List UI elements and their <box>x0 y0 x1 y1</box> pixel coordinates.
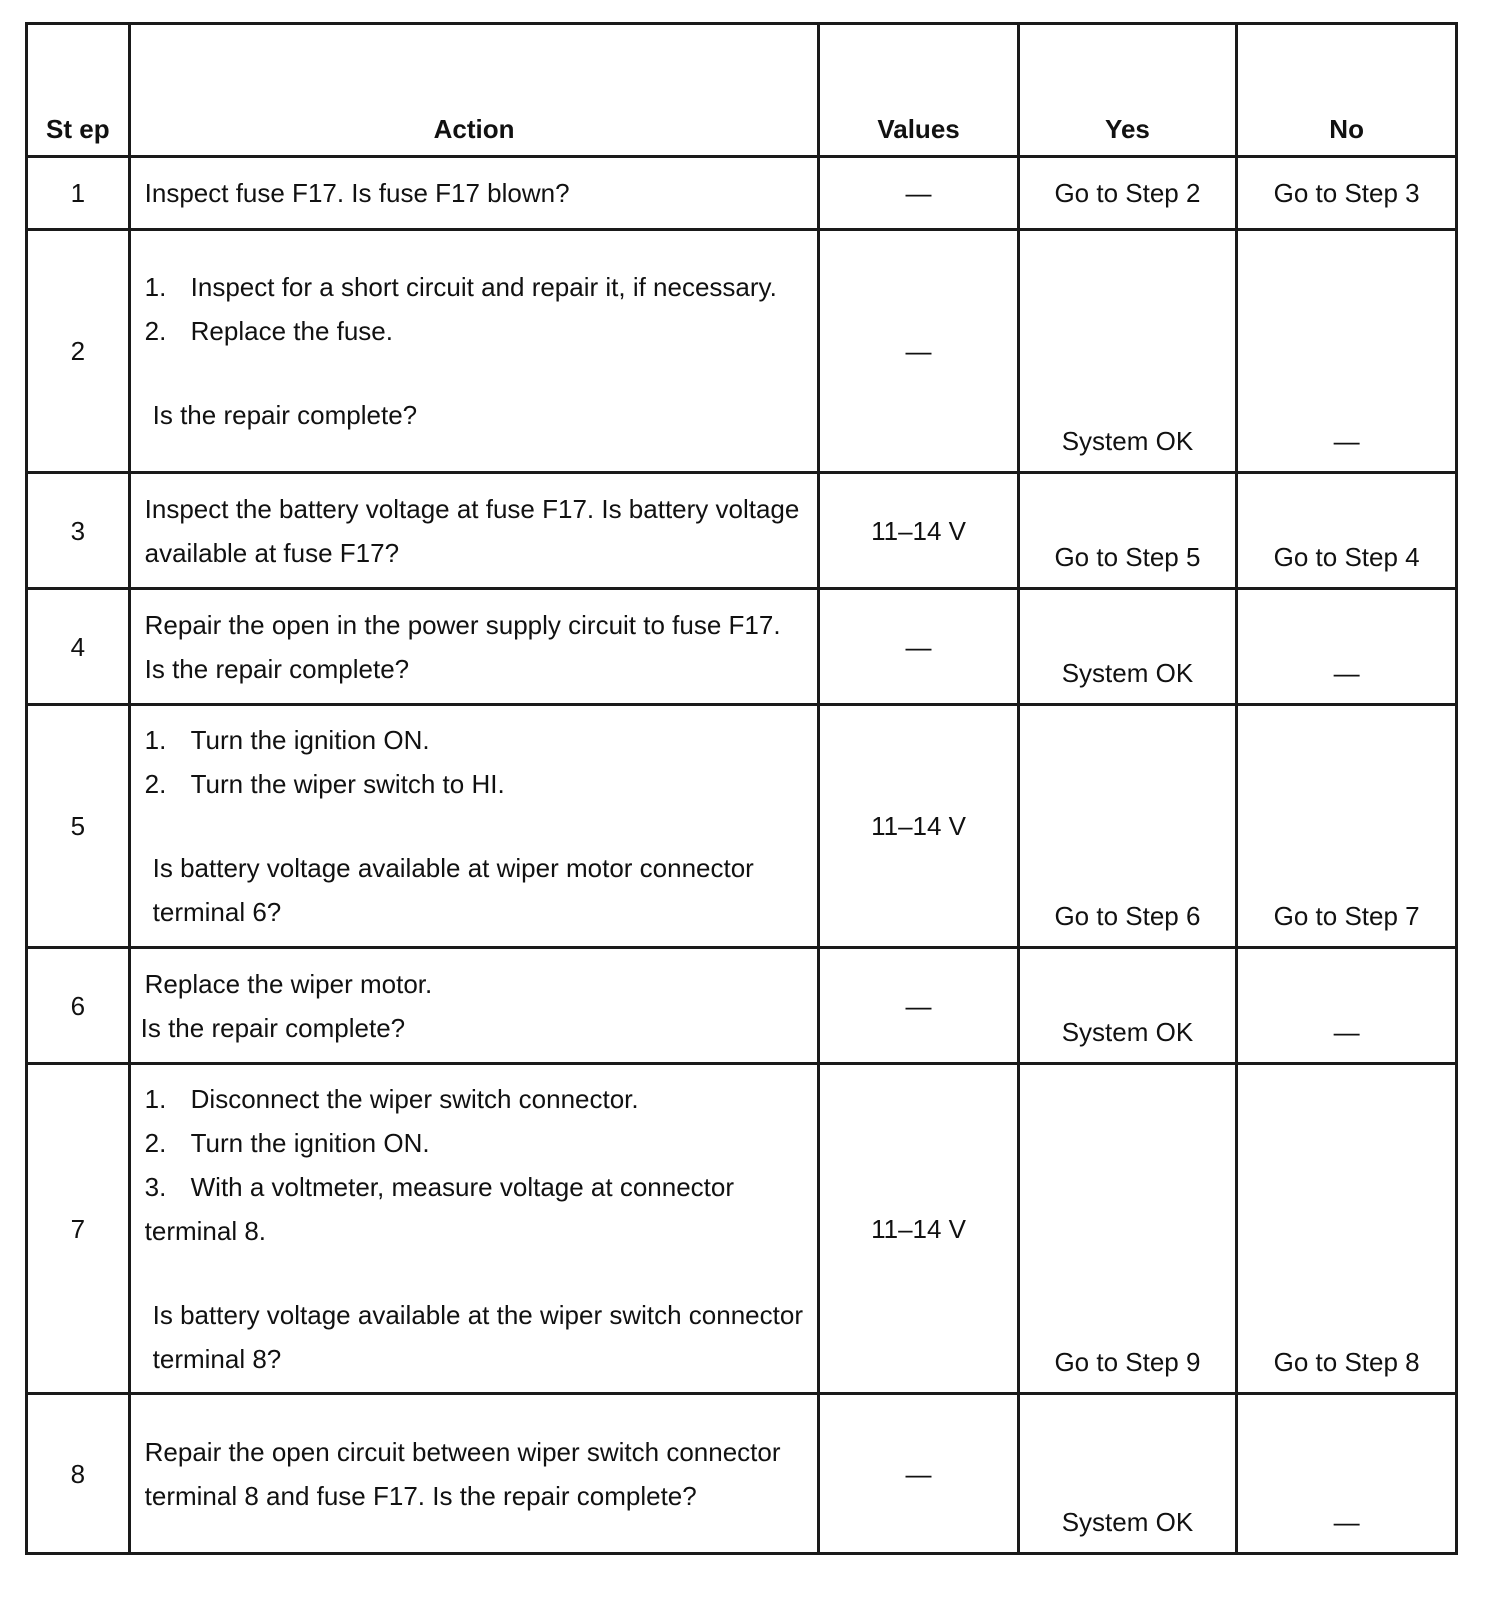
header-no: No <box>1237 24 1457 157</box>
spacer <box>145 806 808 846</box>
table-row <box>27 948 1457 1064</box>
no-cell: — <box>1237 1394 1457 1554</box>
list-text: Inspect for a short circuit and repair it, if necessary. <box>190 272 777 302</box>
no-cell: Go to Step 8 <box>1237 1064 1457 1394</box>
action-text: Inspect fuse F17. Is fuse F17 blown? <box>144 178 570 208</box>
table-row <box>27 230 1457 473</box>
action-list-item <box>145 718 808 762</box>
action-list-item <box>145 1077 808 1121</box>
list-text: Disconnect the wiper switch connector. <box>190 1083 639 1114</box>
table-row <box>27 1394 1457 1554</box>
yes-cell: Go to Step 6 <box>1018 705 1237 948</box>
no-cell: Go to Step 7 <box>1237 705 1457 948</box>
action-list-item <box>145 1165 808 1253</box>
step-number: 3 <box>27 473 130 589</box>
table-row <box>27 705 1457 948</box>
action-text: Inspect the battery voltage at fuse F17. Is battery voltage available at fuse F17? <box>144 493 800 568</box>
yes-cell: Go to Step 9 <box>1018 1064 1237 1394</box>
table-row <box>27 1064 1457 1394</box>
action-cell <box>129 230 819 473</box>
list-number: 1. <box>144 725 167 755</box>
action-question: Is the repair complete? <box>152 400 418 430</box>
action-cell <box>129 157 819 230</box>
action-question: Is battery voltage available at wiper motor connector terminal 6? <box>152 853 754 927</box>
step-number: 4 <box>27 589 130 705</box>
list-number: 1. <box>144 272 167 302</box>
action-cell <box>129 1064 819 1394</box>
header-row <box>27 24 1457 157</box>
no-cell: Go to Step 3 <box>1237 157 1457 230</box>
header-values: Values <box>819 24 1018 157</box>
yes-cell: Go to Step 5 <box>1018 473 1237 589</box>
no-cell: Go to Step 4 <box>1237 473 1457 589</box>
values-cell: — <box>819 589 1018 705</box>
list-number: 2. <box>144 1127 167 1158</box>
step-number: 8 <box>27 1394 130 1554</box>
values-cell: 11–14 V <box>819 473 1018 589</box>
yes-cell: System OK <box>1018 948 1237 1064</box>
values-cell: — <box>819 230 1018 473</box>
list-number: 1. <box>144 1083 167 1114</box>
action-question: Is battery voltage available at the wiper switch connector terminal 8? <box>152 1299 803 1374</box>
action-list-item <box>145 762 808 806</box>
action-text: Repair the open circuit between wiper switch connector terminal 8 and fuse F17. Is the repair complete? <box>144 1436 781 1511</box>
header-step: St ep <box>27 24 130 157</box>
list-number: 2. <box>144 316 167 346</box>
no-cell: — <box>1237 948 1457 1064</box>
yes-cell: System OK <box>1018 1394 1237 1554</box>
list-text: Turn the wiper switch to HI. <box>190 769 505 799</box>
step-number: 2 <box>27 230 130 473</box>
action-question: Is the repair complete? <box>140 1012 406 1043</box>
action-text: Replace the wiper motor. <box>144 968 433 999</box>
step-number: 5 <box>27 705 130 948</box>
action-list-item <box>145 265 808 309</box>
action-list-item <box>145 1121 808 1165</box>
table-row <box>27 157 1457 230</box>
no-cell: — <box>1237 230 1457 473</box>
step-number: 7 <box>27 1064 130 1394</box>
table-row <box>27 473 1457 589</box>
diagnostic-table <box>25 22 1458 1555</box>
list-number: 3. <box>144 1171 167 1202</box>
values-cell: — <box>819 948 1018 1064</box>
header-action: Action <box>129 24 819 157</box>
action-cell <box>129 705 819 948</box>
action-cell <box>129 589 819 705</box>
list-text: Turn the ignition ON. <box>190 1127 430 1158</box>
table-body <box>27 157 1457 1554</box>
yes-cell: System OK <box>1018 589 1237 705</box>
spacer <box>145 353 808 393</box>
table-row <box>27 589 1457 705</box>
action-cell <box>129 948 819 1064</box>
step-number: 6 <box>27 948 130 1064</box>
action-cell <box>129 1394 819 1554</box>
values-cell: — <box>819 157 1018 230</box>
step-number: 1 <box>27 157 130 230</box>
action-list-item <box>145 309 808 353</box>
spacer <box>145 1253 808 1293</box>
header-yes: Yes <box>1018 24 1237 157</box>
yes-cell: Go to Step 2 <box>1018 157 1237 230</box>
values-cell: — <box>819 1394 1018 1554</box>
values-cell: 11–14 V <box>819 1064 1018 1394</box>
list-number: 2. <box>144 769 167 799</box>
no-cell: — <box>1237 589 1457 705</box>
list-text: With a voltmeter, measure voltage at connector terminal 8. <box>144 1171 735 1246</box>
list-text: Replace the fuse. <box>190 316 393 346</box>
action-cell <box>129 473 819 589</box>
action-text: Repair the open in the power supply circuit to fuse F17. Is the repair complete? <box>144 609 781 684</box>
list-text: Turn the ignition ON. <box>190 725 430 755</box>
values-cell: 11–14 V <box>819 705 1018 948</box>
yes-cell: System OK <box>1018 230 1237 473</box>
